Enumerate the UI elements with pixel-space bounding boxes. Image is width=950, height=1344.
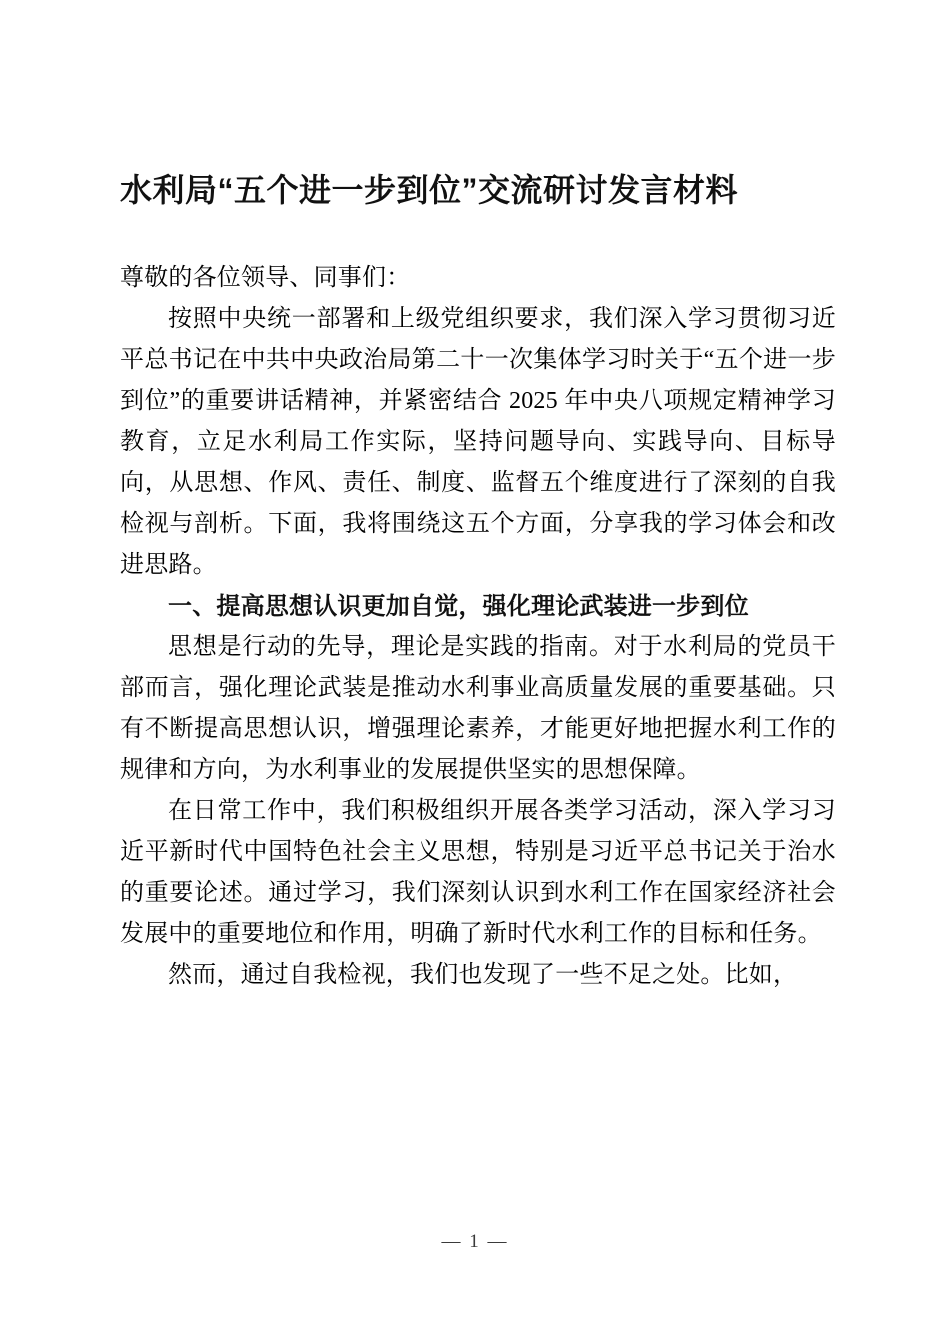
document-content [120,0,836,996]
salutation-line: 尊敬的各位领导、同事们： [120,265,411,291]
section-one-paragraph-2: 在日常工作中，我们积极组织开展各类学习活动，深入学习习近平新时代中国特色社会主义思想，特别是习近平总书记关于治水的重要论述。通过学习，我们深刻认识到水利工作在国家经济社会发展中的重要地位和作用，明确了新时代水利工作的目标和任务。 [120,798,836,947]
section-heading-one: 一、提高思想认识更加自觉，强化理论武装进一步到位 [168,593,749,620]
page-number-footer: — 1 — [441,1231,509,1252]
section-one-paragraph-3: 然而，通过自我检视，我们也发现了一些不足之处。比如， [168,962,798,988]
opening-paragraph: 按照中央统一部署和上级党组织要求，我们深入学习贯彻习近平总书记在中共中央政治局第二十一次集体学习时关于“五个进一步到位”的重要讲话精神，并紧密结合 2025 年中央八项规定精神学习教育，立足水利局工作实际，坚持问题导向、实践导向、目标导向，从思想、作风、责任、制度、监督五个维度进行了深刻的自我检视与剖析。下面，我将围绕这五个方面，分享我的学习体会和改进思路。 [120,306,836,578]
page-title: 水利局“五个进一步到位”交流研讨发言材料 [120,172,739,208]
section-one-paragraph-1: 思想是行动的先导，理论是实践的指南。对于水利局的党员干部而言，强化理论武装是推动水利事业高质量发展的重要基础。只有不断提高思想认识，增强理论素养，才能更好地把握水利工作的规律和方向，为水利事业的发展提供坚实的思想保障。 [120,634,836,783]
